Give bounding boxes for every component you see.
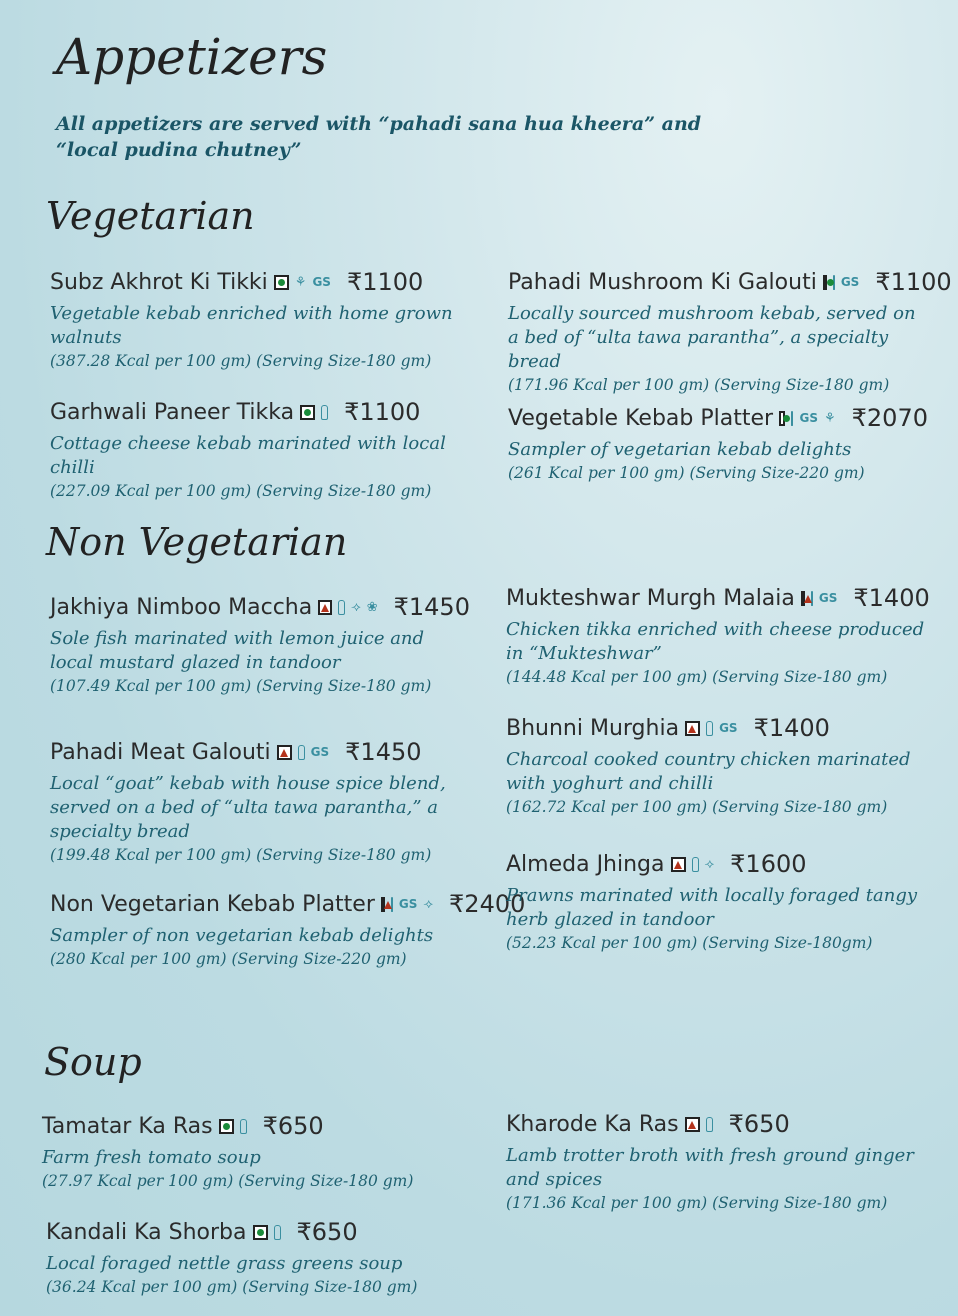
veg-mark-icon [300, 405, 315, 420]
menu-item [508, 268, 952, 396]
item-price: ₹1400 [753, 714, 830, 742]
nonveg-mark-icon [685, 721, 700, 736]
menu-item [50, 593, 470, 697]
item-name: Kandali Ka Shorba [46, 1219, 247, 1245]
item-price: ₹2400 [449, 890, 526, 918]
item-header [506, 850, 946, 878]
item-name: Jakhiya Nimboo Maccha [50, 594, 313, 620]
item-price: ₹1400 [853, 584, 930, 612]
menu-item [508, 404, 928, 484]
item-nutrition: (144.48 Kcal per 100 gm) (Serving Size-180 gm) [506, 668, 888, 686]
menu-item [46, 1218, 466, 1298]
item-description: Local “goat” kebab with house spice blend, served on a bed of “ulta tawa parantha,” a specialty bread [50, 773, 446, 842]
item-name: Pahadi Mushroom Ki Galouti [508, 269, 817, 295]
item-nutrition: (27.97 Kcal per 100 gm) (Serving Size-180 gm) [42, 1172, 414, 1190]
item-price: ₹650 [262, 1112, 324, 1140]
menu-item [506, 584, 930, 688]
nonveg-mark-icon [671, 857, 686, 872]
milk-icon [321, 405, 328, 420]
item-header [506, 1110, 926, 1138]
item-nutrition: (171.36 Kcal per 100 gm) (Serving Size-180 gm) [506, 1194, 888, 1212]
nonveg-mark-icon [801, 591, 805, 606]
item-nutrition: (162.72 Kcal per 100 gm) (Serving Size-180 gm) [506, 798, 888, 816]
item-price: ₹1450 [345, 738, 422, 766]
veg-mark-icon [253, 1225, 268, 1240]
item-description: Chicken tikka enriched with cheese produced in “Mukteshwar” [506, 619, 925, 664]
milk-icon [791, 411, 794, 426]
nonveg-mark-icon [277, 745, 292, 760]
item-name: Garhwali Paneer Tikka [50, 399, 295, 425]
item-price: ₹1100 [346, 268, 424, 296]
item-name: Kharode Ka Ras [506, 1111, 679, 1137]
menu-item [50, 268, 470, 372]
item-header [50, 268, 470, 296]
item-nutrition: (171.96 Kcal per 100 gm) (Serving Size-180 gm) [508, 376, 890, 394]
gs-icon: GS [799, 411, 818, 425]
menu-item [50, 738, 470, 866]
item-description: Sampler of non vegetarian kebab delights [50, 925, 434, 946]
veg-mark-icon [219, 1119, 234, 1134]
item-nutrition: (199.48 Kcal per 100 gm) (Serving Size-180 gm) [50, 846, 432, 864]
nonveg-mark-icon [318, 600, 332, 615]
milk-icon [240, 1119, 247, 1134]
item-header [50, 738, 470, 766]
veg-mark-icon [779, 411, 785, 426]
gs-icon: GS [818, 591, 838, 605]
item-header [508, 268, 952, 296]
fish-icon: ⟢ [423, 896, 434, 912]
item-header [506, 714, 926, 742]
veg-mark-icon [274, 275, 289, 290]
item-description: Charcoal cooked country chicken marinated with yoghurt and chilli [506, 749, 911, 794]
item-name: Subz Akhrot Ki Tikki [50, 269, 268, 295]
milk-icon [706, 1117, 713, 1132]
item-name: Almeda Jhinga [506, 851, 665, 877]
item-description: Vegetable kebab enriched with home grown walnuts [50, 303, 453, 348]
milk-icon [692, 857, 699, 872]
gs-icon: GS [398, 897, 418, 911]
item-name: Tamatar Ka Ras [42, 1113, 213, 1139]
gs-icon: GS [840, 275, 860, 289]
item-header [508, 404, 928, 432]
wheat-icon: ⚘ [823, 410, 836, 426]
menu-item [506, 1110, 926, 1214]
veg-mark-icon [823, 275, 827, 290]
milk-icon [298, 745, 305, 760]
item-description: Sampler of vegetarian kebab delights [508, 439, 852, 460]
item-header [46, 1218, 466, 1246]
fish-icon: ⟢ [351, 599, 361, 615]
item-name: Mukteshwar Murgh Malaia [506, 585, 795, 611]
nonveg-mark-icon [381, 897, 385, 912]
section-heading-vegetarian: Vegetarian [46, 194, 255, 238]
item-header [50, 890, 526, 918]
menu-item [506, 714, 926, 818]
item-nutrition: (107.49 Kcal per 100 gm) (Serving Size-180 gm) [50, 677, 432, 695]
item-price: ₹1100 [344, 398, 421, 426]
gs-icon: GS [719, 721, 738, 735]
item-description: Local foraged nettle grass greens soup [46, 1253, 403, 1274]
item-price: ₹650 [728, 1110, 790, 1138]
item-name: Pahadi Meat Galouti [50, 739, 271, 765]
fish-icon: ⟢ [704, 856, 715, 872]
item-name: Bhunni Murghia [506, 715, 680, 741]
menu-item [42, 1112, 462, 1192]
item-price: ₹1600 [730, 850, 807, 878]
gs-icon: GS [310, 745, 330, 759]
item-header [50, 593, 470, 621]
item-nutrition: (387.28 Kcal per 100 gm) (Serving Size-180 gm) [50, 352, 432, 370]
item-nutrition: (52.23 Kcal per 100 gm) (Serving Size-180gm) [506, 934, 873, 952]
item-price: ₹1450 [393, 593, 470, 621]
milk-icon [706, 721, 713, 736]
wheat-icon: ⚘ [294, 274, 307, 290]
menu-item [506, 850, 946, 954]
item-nutrition: (36.24 Kcal per 100 gm) (Serving Size-180 gm) [46, 1278, 418, 1296]
menu-item [50, 890, 526, 970]
item-nutrition: (261 Kcal per 100 gm) (Serving Size-220 gm) [508, 464, 865, 482]
item-description: Prawns marinated with locally foraged tangy herb glazed in tandoor [506, 885, 918, 930]
item-description: Locally sourced mushroom kebab, served on a bed of “ulta tawa parantha”, a specialty bread [508, 303, 916, 372]
item-header [42, 1112, 462, 1140]
item-header [50, 398, 470, 426]
milk-icon [274, 1225, 281, 1240]
page-title: Appetizers [56, 28, 328, 86]
item-nutrition: (227.09 Kcal per 100 gm) (Serving Size-180 gm) [50, 482, 432, 500]
section-heading-non-vegetarian: Non Vegetarian [46, 520, 348, 564]
item-name: Non Vegetarian Kebab Platter [50, 891, 375, 917]
item-description: Sole fish marinated with lemon juice and local mustard glazed in tandoor [50, 628, 425, 673]
nonveg-mark-icon [685, 1117, 700, 1132]
nut-icon: ❀ [366, 599, 378, 615]
item-price: ₹650 [296, 1218, 358, 1246]
item-description: Cottage cheese kebab marinated with local chilli [50, 433, 446, 478]
item-description: Farm fresh tomato soup [42, 1147, 261, 1168]
item-price: ₹1100 [875, 268, 952, 296]
gs-icon: GS [312, 275, 331, 289]
menu-item [50, 398, 470, 502]
item-nutrition: (280 Kcal per 100 gm) (Serving Size-220 gm) [50, 950, 407, 968]
item-header [506, 584, 930, 612]
section-heading-soup: Soup [44, 1040, 142, 1084]
item-name: Vegetable Kebab Platter [508, 405, 774, 431]
item-price: ₹2070 [851, 404, 928, 432]
intro-note: All appetizers are served with “pahadi sana hua kheera” and “local pudina chutney” [56, 113, 702, 161]
item-description: Lamb trotter broth with fresh ground ginger and spices [506, 1145, 914, 1190]
milk-icon [338, 600, 345, 615]
